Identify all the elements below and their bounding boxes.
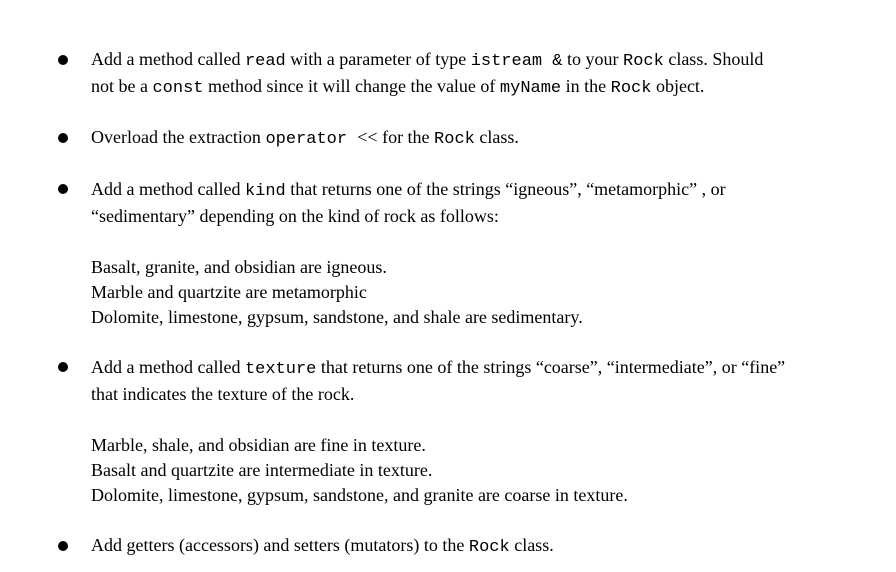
item-2-line-1	[91, 124, 519, 153]
code-identifier: texture	[244, 360, 317, 379]
bullet-marker	[58, 133, 68, 143]
item-1-line-2	[91, 73, 704, 102]
text-run: not be a	[91, 76, 153, 96]
code-identifier: kind	[244, 182, 286, 201]
bullet-marker	[58, 55, 68, 65]
text-run: << for the	[357, 127, 435, 147]
bullet-marker	[58, 541, 68, 551]
item-4-line-1	[91, 354, 785, 383]
code-identifier: Rock	[468, 538, 510, 557]
text-run: class.	[509, 535, 554, 555]
text-run: “sedimentary” depending on the kind of rock as follows:	[91, 206, 499, 226]
item-4-detail-1: Marble, shale, and obsidian are fine in texture.	[91, 435, 426, 455]
text-run: that returns one of the strings “igneous”, “metamorphic” , or	[285, 179, 726, 199]
item-3-line-2	[91, 203, 499, 229]
code-identifier: myName	[499, 79, 562, 98]
item-3-detail-2: Marble and quartzite are metamorphic	[91, 282, 367, 302]
code-identifier: const	[152, 79, 204, 98]
text-run: Add getters (accessors) and setters (mutators) to the	[91, 535, 469, 555]
item-4-line-2	[91, 381, 354, 407]
bullet-marker	[58, 184, 68, 194]
text-run: Add a method called	[91, 179, 245, 199]
code-identifier: Rock	[610, 79, 652, 98]
text-run: method since it will change the value of	[203, 76, 500, 96]
item-3-detail-3: Dolomite, limestone, gypsum, sandstone, and shale are sedimentary.	[91, 307, 583, 327]
item-3-detail-1: Basalt, granite, and obsidian are igneous.	[91, 257, 387, 277]
code-identifier: Rock	[434, 130, 475, 149]
code-identifier: operator	[265, 130, 358, 149]
item-4-detail-2: Basalt and quartzite are intermediate in texture.	[91, 460, 433, 480]
item-5-line-1	[91, 532, 554, 561]
text-run: to your	[562, 49, 624, 69]
item-3-line-1	[91, 176, 726, 205]
text-run: class. Should	[663, 49, 764, 69]
text-run: with a parameter of type	[285, 49, 471, 69]
text-run: in the	[561, 76, 611, 96]
text-run: class.	[474, 127, 519, 147]
item-4-detail-3: Dolomite, limestone, gypsum, sandstone, and granite are coarse in texture.	[91, 485, 628, 505]
text-run: Add a method called	[91, 357, 245, 377]
item-1-line-1	[91, 46, 763, 75]
text-run: object.	[651, 76, 705, 96]
text-run: Overload the extraction	[91, 127, 266, 147]
code-identifier: read	[244, 52, 286, 71]
bullet-marker	[58, 362, 68, 372]
text-run: Add a method called	[91, 49, 245, 69]
text-run: that returns one of the strings “coarse”, “intermediate”, or “fine”	[316, 357, 786, 377]
code-identifier: Rock	[623, 52, 664, 71]
code-identifier: istream &	[470, 52, 563, 71]
text-run: that indicates the texture of the rock.	[91, 384, 355, 404]
